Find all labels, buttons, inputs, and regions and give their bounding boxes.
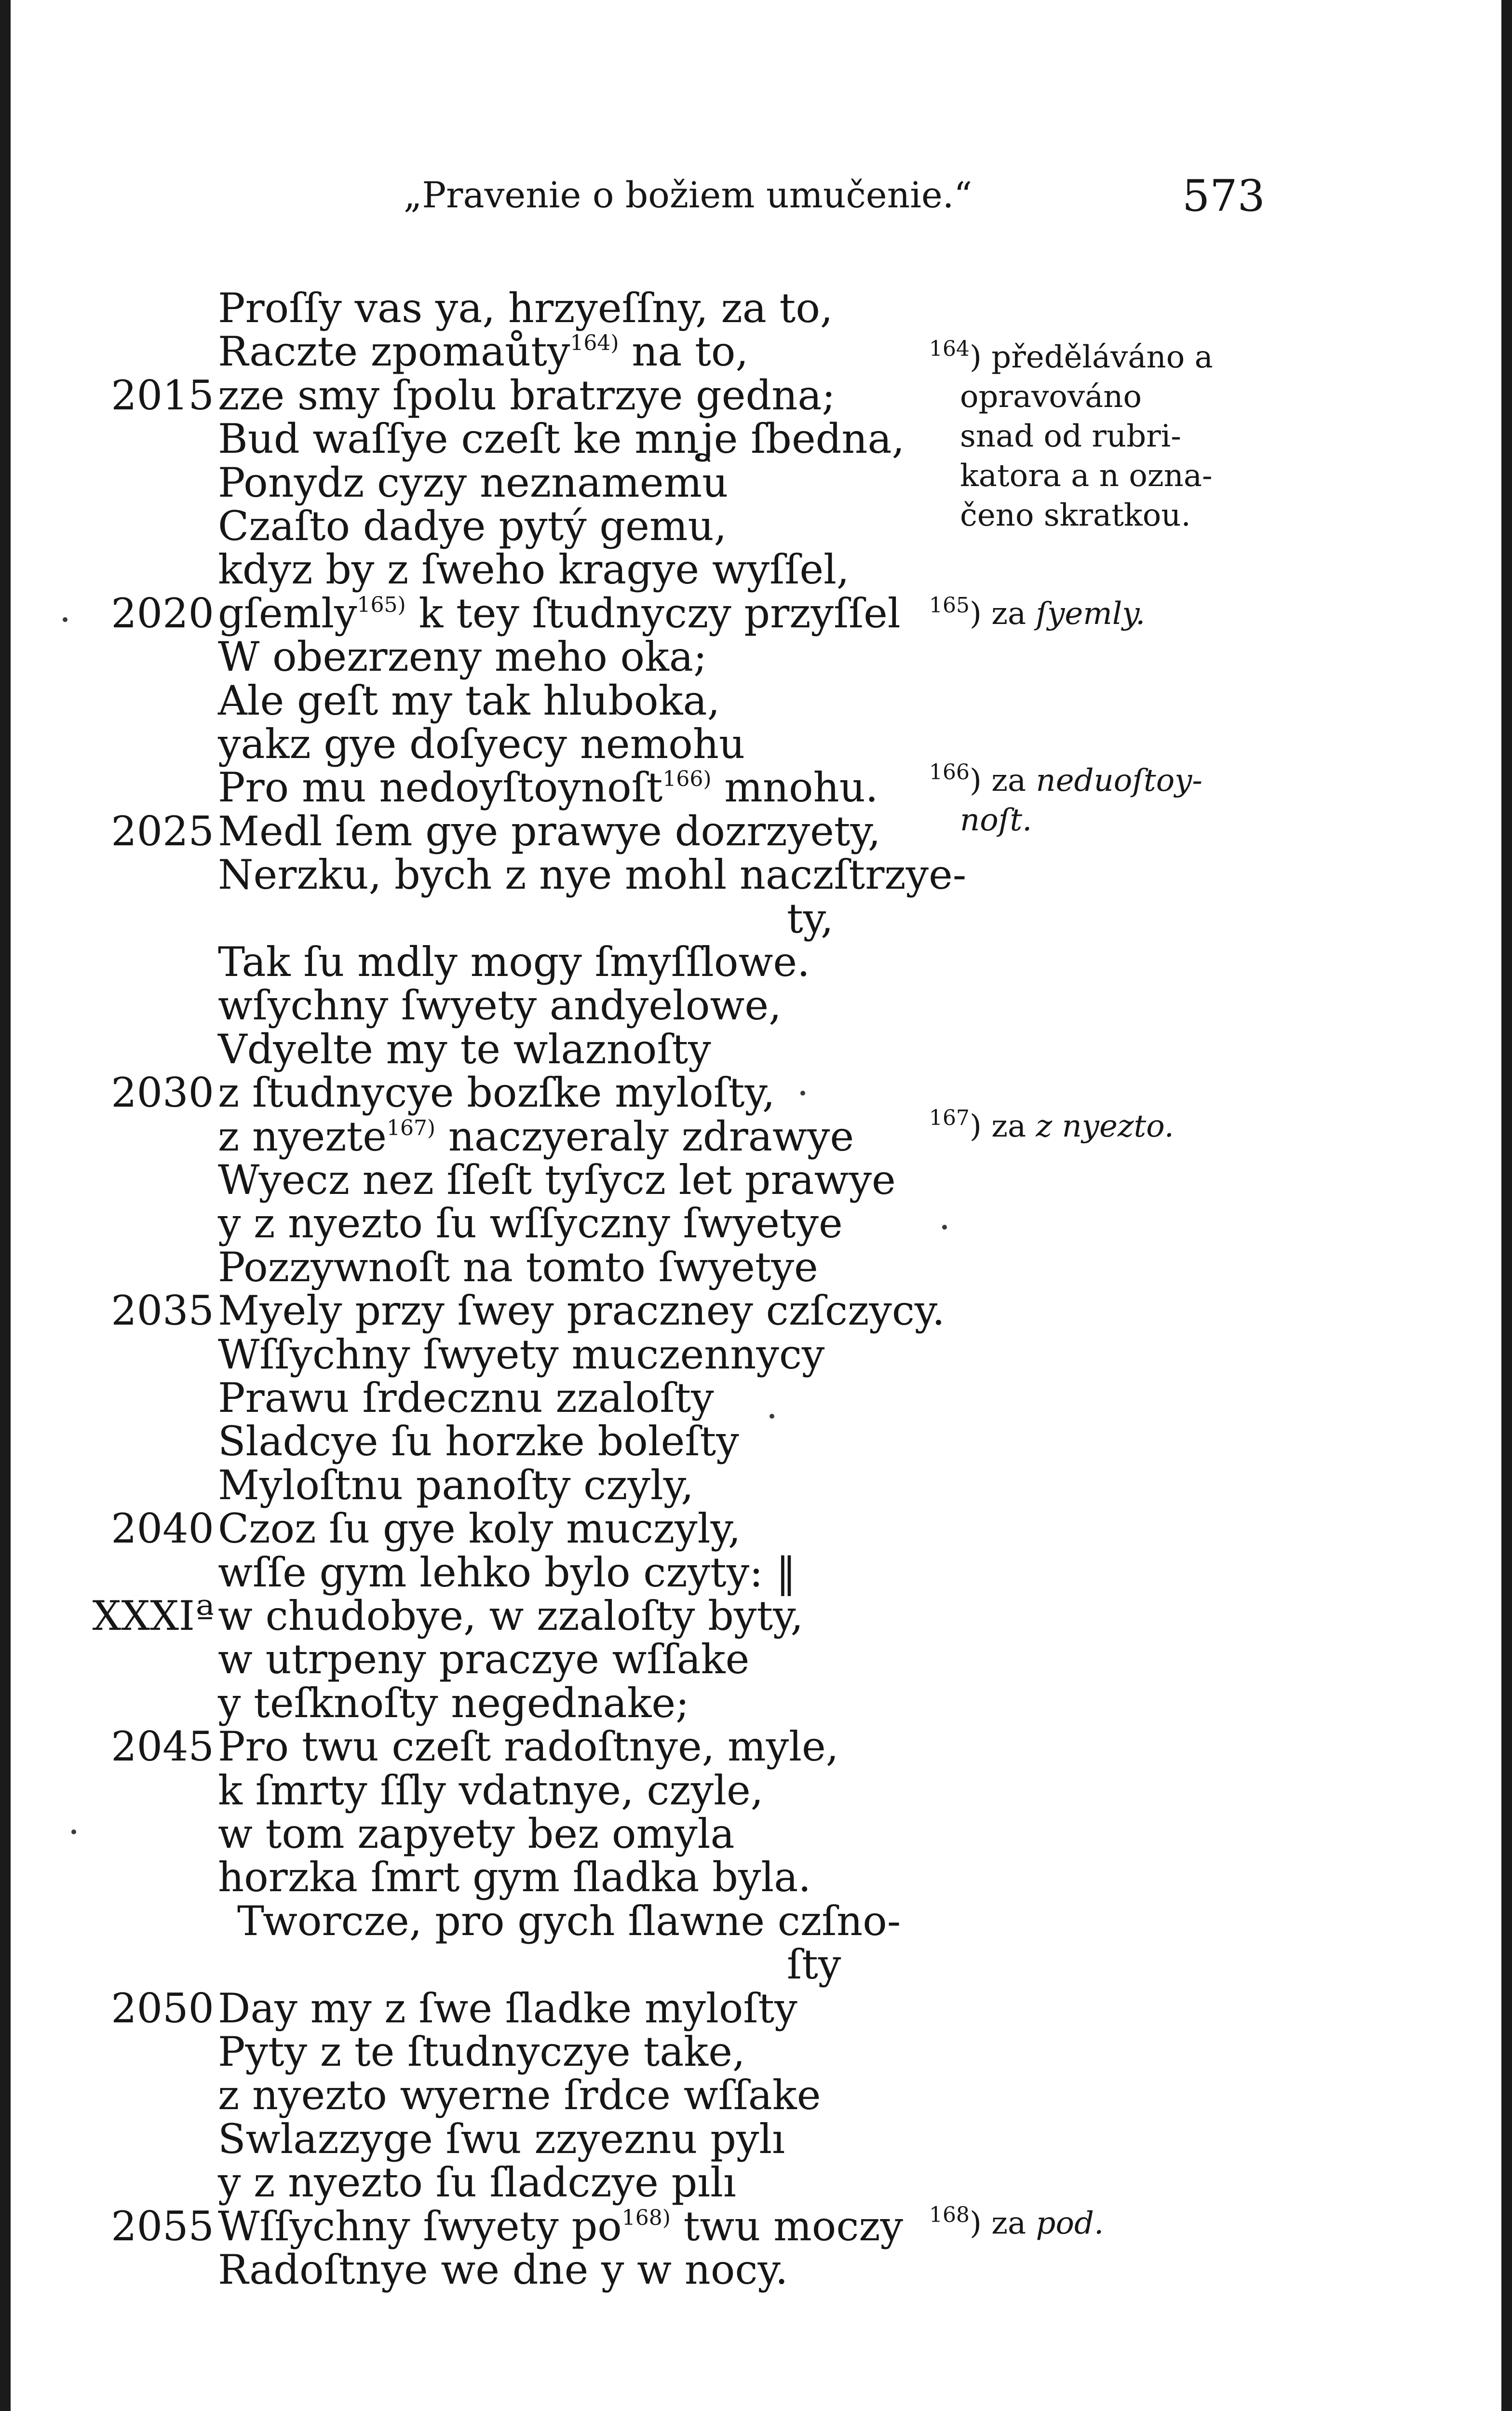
- footnote-line: opravováno: [960, 379, 1142, 415]
- verse-text: [218, 284, 833, 332]
- print-speck: [942, 1225, 947, 1230]
- verse-text-main: ſty: [787, 1941, 841, 1989]
- footnote-reading-cont: noſt.: [960, 802, 1032, 838]
- verse-line: [11, 1941, 1071, 1989]
- verse-line: [11, 502, 1071, 550]
- verse-line: [11, 1766, 1071, 1814]
- verse-text-main: w chudobye, w zzaloſty byty,: [218, 1592, 804, 1639]
- footnote-mark: 164: [929, 337, 970, 361]
- footnote-mark: 166: [929, 760, 970, 785]
- verse-text-main: Bud waſſye czeſt ke mnʝe ſbedna,: [218, 415, 905, 463]
- verse-line: [11, 1287, 1071, 1335]
- verse-text-main: Swlazzyge ſwu zzyeznu pylı: [218, 2115, 785, 2163]
- verse-text: [218, 633, 707, 680]
- verse-text-main: Prawu ſrdecznu zzaloſty: [218, 1374, 714, 1422]
- verse-line: [11, 2115, 1071, 2163]
- verse-text: [218, 1331, 824, 1378]
- verse-line: [11, 284, 1071, 332]
- verse-line: [11, 1112, 1071, 1160]
- verse-text-main: y teſknoſty negednake;: [218, 1679, 689, 1727]
- verse-text-main: w utrpeny praczye wſſake: [218, 1636, 750, 1683]
- footnote-lead: za: [991, 1109, 1036, 1144]
- verse-number: 2030: [111, 1069, 214, 1117]
- verse-text: [218, 328, 748, 375]
- footnote-mark: 168: [929, 2203, 970, 2227]
- verse-text-main: y z nyezto ſu ſladczye pılı: [218, 2159, 736, 2207]
- verse-text-main: Pro mu nedoyſtoynoſt: [218, 764, 663, 812]
- verse-line: [11, 894, 1071, 942]
- verse-text: [218, 982, 782, 1029]
- verse-text-rest: naczyeraly zdrawye: [435, 1112, 854, 1160]
- verse-text-main: W obezrzeny meho oka;: [218, 633, 707, 681]
- print-speck: [800, 1091, 805, 1096]
- verse-text: [218, 2028, 745, 2075]
- verse-text: [218, 1854, 811, 1901]
- scan-edge: [1501, 0, 1512, 2411]
- verse-text: [218, 2246, 788, 2293]
- verse-line: [11, 459, 1071, 506]
- verse-line: [11, 1330, 1071, 1378]
- print-speck: [63, 617, 68, 622]
- verse-line: [11, 1505, 1071, 1553]
- verse-text-main: z nyezte: [218, 1112, 387, 1160]
- footnote-mark: 165: [929, 593, 970, 618]
- footnote-165: $^{165}$) za ſyemly.: [929, 593, 1146, 632]
- verse-text: [218, 546, 850, 593]
- verse-text-main: Ponydz cyzy neznamemu: [218, 459, 729, 506]
- verse-text-main: Vdyelte my te wlaznoſty: [218, 1025, 711, 1073]
- verse-line: [11, 633, 1071, 681]
- verse-text-main: Nerzku, bych z nye mohl naczſtrzye-: [218, 851, 967, 899]
- verse-text-main: Raczte zpomaůty: [218, 328, 570, 376]
- verse-line: [11, 371, 1071, 419]
- verse-number: 2045: [111, 1723, 214, 1771]
- verse-line: [11, 938, 1071, 986]
- verse-text: [218, 502, 727, 550]
- verse-line: [11, 1810, 1071, 1857]
- verse-text: [218, 1505, 741, 1552]
- verse-number: XXXIª: [92, 1592, 214, 1639]
- footnote-reference: 165): [357, 592, 406, 617]
- verse-text-main: Ale geſt my tak hluboka,: [218, 677, 720, 724]
- verse-text: [218, 1462, 694, 1509]
- verse-line: [11, 764, 1071, 812]
- verse-line: [11, 982, 1071, 1029]
- verse-text-main: k ſmrty ſſly vdatnye, czyle,: [218, 1766, 764, 1814]
- verse-text-rest: k tey ſtudnyczy przyſſel: [405, 589, 901, 637]
- verse-text-main: Pro twu czeſt radoſtnye, myle,: [218, 1723, 839, 1771]
- page-header: [11, 171, 1501, 223]
- footnote-reading: z nyezto.: [1036, 1109, 1174, 1144]
- verse-text-main: Pozzywnoſt na tomto ſwyetye: [218, 1243, 818, 1291]
- verse-text: [218, 677, 720, 724]
- verse-text: [218, 1026, 711, 1073]
- verse-line: [11, 2202, 1071, 2250]
- verse-number: 2020: [111, 589, 214, 637]
- verse-text: [218, 938, 810, 986]
- verse-line: [11, 677, 1071, 724]
- verse-text-main: Tak ſu mdly mogy ſmyſſlowe.: [218, 938, 810, 986]
- verse-text-main: Myloſtnu panoſty czyly,: [218, 1461, 694, 1509]
- verse-line: [11, 328, 1071, 376]
- footnote-reading: pod.: [1036, 2206, 1104, 2241]
- verse-text: [218, 2203, 903, 2250]
- verse-line: [11, 1418, 1071, 1465]
- verse-text: [218, 1549, 796, 1596]
- verse-text-main: w tom zapyety bez omyla: [218, 1810, 735, 1857]
- footnote-line: snad od rubri-: [960, 419, 1181, 454]
- verse-text: [218, 415, 904, 462]
- verse-line: [11, 2072, 1071, 2119]
- verse-line: [11, 2246, 1071, 2293]
- verse-text-rest: mnohu.: [711, 764, 878, 812]
- verse-text-main: wſychny ſwyety andyelowe,: [218, 982, 782, 1029]
- footnote-168: $^{168}$) za pod.: [929, 2203, 1104, 2241]
- verse-text-rest: na to,: [619, 328, 749, 376]
- verse-text: [218, 720, 745, 768]
- verse-text-main: yakz gye doſyecy nemohu: [218, 720, 745, 768]
- print-speck: [770, 1414, 774, 1419]
- verse-line: [11, 1636, 1071, 1683]
- verse-number: 2050: [111, 1984, 214, 2032]
- verse-text: [218, 1069, 775, 1116]
- footnote-line: katora a n ozna-: [960, 458, 1213, 494]
- verse-number: 2035: [111, 1287, 214, 1335]
- footnote-reference: 166): [662, 767, 712, 792]
- verse-line: [11, 1897, 1071, 1945]
- verse-text-main: zze smy ſpolu bratrzye gedna;: [218, 371, 836, 419]
- verse-text: [218, 1985, 797, 2032]
- verse-text-main: Czaſto dadye pytý gemu,: [218, 502, 727, 550]
- verse-line: [11, 1156, 1071, 1204]
- book-page: [11, 0, 1501, 2411]
- verse-text: [218, 1636, 749, 1683]
- verse-text-main: Sladcye ſu horzke boleſty: [218, 1418, 739, 1465]
- verse-text: [237, 1897, 901, 1945]
- verse-text: [218, 1767, 763, 1814]
- verse-number: 2055: [111, 2202, 214, 2250]
- verse-line: [11, 1069, 1071, 1117]
- verse-text: [218, 2072, 821, 2119]
- verse-line: [11, 1679, 1071, 1727]
- verse-line: [11, 1548, 1071, 1596]
- verse-line: [11, 1461, 1071, 1509]
- footnote-reading: ſyemly.: [1036, 596, 1146, 632]
- verse-text-main: ty,: [787, 894, 834, 942]
- verse-text-main: Pyty z te ſtudnyczye take,: [218, 2028, 745, 2075]
- verse-line: [11, 807, 1071, 855]
- verse-text: [218, 1113, 854, 1160]
- verse-text-main: Proſſy vas ya, hrzyeſſny, za to,: [218, 284, 833, 332]
- footnote-164: $^{164}$) předěláváno a opravováno snad od rubri- katora a n ozna- čeno skratkou.: [929, 337, 1213, 533]
- verse-text: [218, 1156, 896, 1204]
- verse-text: [218, 808, 881, 855]
- verse-text: [218, 2159, 736, 2206]
- verse-text: [218, 764, 878, 811]
- verse-text-main: y z nyezto ſu wſſyczny ſwyetye: [218, 1200, 843, 1247]
- verse-text: [218, 851, 966, 898]
- verse-text: [218, 459, 728, 506]
- verse-line: [11, 1200, 1071, 1247]
- footnote-reference: 164): [570, 331, 619, 356]
- verse-text-main: Wyecz nez ſſeſt tyſycz let prawye: [218, 1156, 896, 1204]
- verse-text: [218, 1374, 714, 1422]
- verse-text: [218, 1680, 689, 1727]
- verse-line: [11, 2159, 1071, 2207]
- verse-text: [787, 895, 834, 942]
- verse-text: [218, 1723, 838, 1770]
- verse-text-main: Myely przy ſwey praczney czſczycy.: [218, 1287, 945, 1335]
- verse-text-main: Wſſychny ſwyety muczennycy: [218, 1330, 825, 1378]
- verse-line: [11, 1984, 1071, 2032]
- verse-number: 2015: [111, 371, 214, 419]
- verse-text-main: Day my z ſwe ſladke myloſty: [218, 1984, 797, 2032]
- verse-text: [218, 1418, 739, 1465]
- verse-line: [11, 1374, 1071, 1422]
- verse-line: [11, 2028, 1071, 2075]
- verse-number: 2040: [111, 1505, 214, 1553]
- verse-text-main: gſemly: [218, 589, 357, 637]
- verse-text-main: z nyezto wyerne ſrdce wſſake: [218, 2072, 821, 2119]
- verse-text: [218, 1592, 803, 1639]
- verse-line: [11, 415, 1071, 463]
- footnote-167: $^{167}$) za z nyezto.: [929, 1106, 1174, 1144]
- verse-line: [11, 589, 1071, 637]
- verse-line: [11, 1243, 1071, 1291]
- verse-number: 2025: [111, 807, 214, 855]
- verse-text-main: Medl ſem gye prawye dozrzyety,: [218, 807, 881, 855]
- verse-text: [218, 1810, 735, 1857]
- verse-text: [218, 2115, 785, 2163]
- verse-line: [11, 851, 1071, 899]
- verse-text: [218, 372, 836, 419]
- verse-text-main: Czoz ſu gye koly muczyly,: [218, 1505, 741, 1553]
- verse-text: [218, 590, 901, 637]
- verse-line: [11, 1854, 1071, 1901]
- verse-text: [218, 1244, 818, 1291]
- verse-line: [11, 546, 1071, 594]
- verse-text: [787, 1941, 841, 1988]
- verse-text-rest: twu moczy: [670, 2202, 904, 2250]
- page-number: 573: [1182, 171, 1265, 221]
- verse-line: [11, 1723, 1071, 1771]
- verse-text-main: Radoſtnye we dne y w nocy.: [218, 2246, 788, 2293]
- verse-text: [218, 1200, 843, 1247]
- footnote-line: předěláváno a: [991, 339, 1213, 375]
- running-title: „Pravenie o božiem umučenie.“: [404, 175, 972, 216]
- verse-line: [11, 1025, 1071, 1073]
- footnote-166: $^{166}$) za neduoſtoy- noſt.: [929, 760, 1203, 838]
- verse-text-main: Wſſychny ſwyety po: [218, 2202, 622, 2250]
- verse-text: [218, 1287, 945, 1334]
- verse-line: [11, 720, 1071, 768]
- verse-text-main: wſſe gym lehko bylo czyty: ‖: [218, 1548, 796, 1596]
- footnote-reading: neduoſtoy-: [1036, 763, 1203, 799]
- verse-line: [11, 1592, 1071, 1639]
- verse-text-main: horzka ſmrt gym ſladka byla.: [218, 1854, 811, 1901]
- verse-text-main: Tworcze, pro gych ſlawne czſno-: [237, 1897, 901, 1945]
- footnote-line: čeno skratkou.: [960, 498, 1191, 533]
- footnote-mark: 167: [929, 1106, 970, 1130]
- footnote-lead: za: [991, 596, 1036, 632]
- footnote-reference: 167): [386, 1115, 436, 1140]
- print-speck: [71, 1829, 76, 1834]
- footnote-reference: 168): [621, 2205, 671, 2230]
- footnote-lead: za: [991, 763, 1036, 799]
- verse-text-main: kdyz by z ſweho kragye wyſſel,: [218, 546, 850, 594]
- verse-text-main: z ſtudnycye bozſke myloſty,: [218, 1069, 775, 1117]
- footnote-lead: za: [991, 2206, 1036, 2241]
